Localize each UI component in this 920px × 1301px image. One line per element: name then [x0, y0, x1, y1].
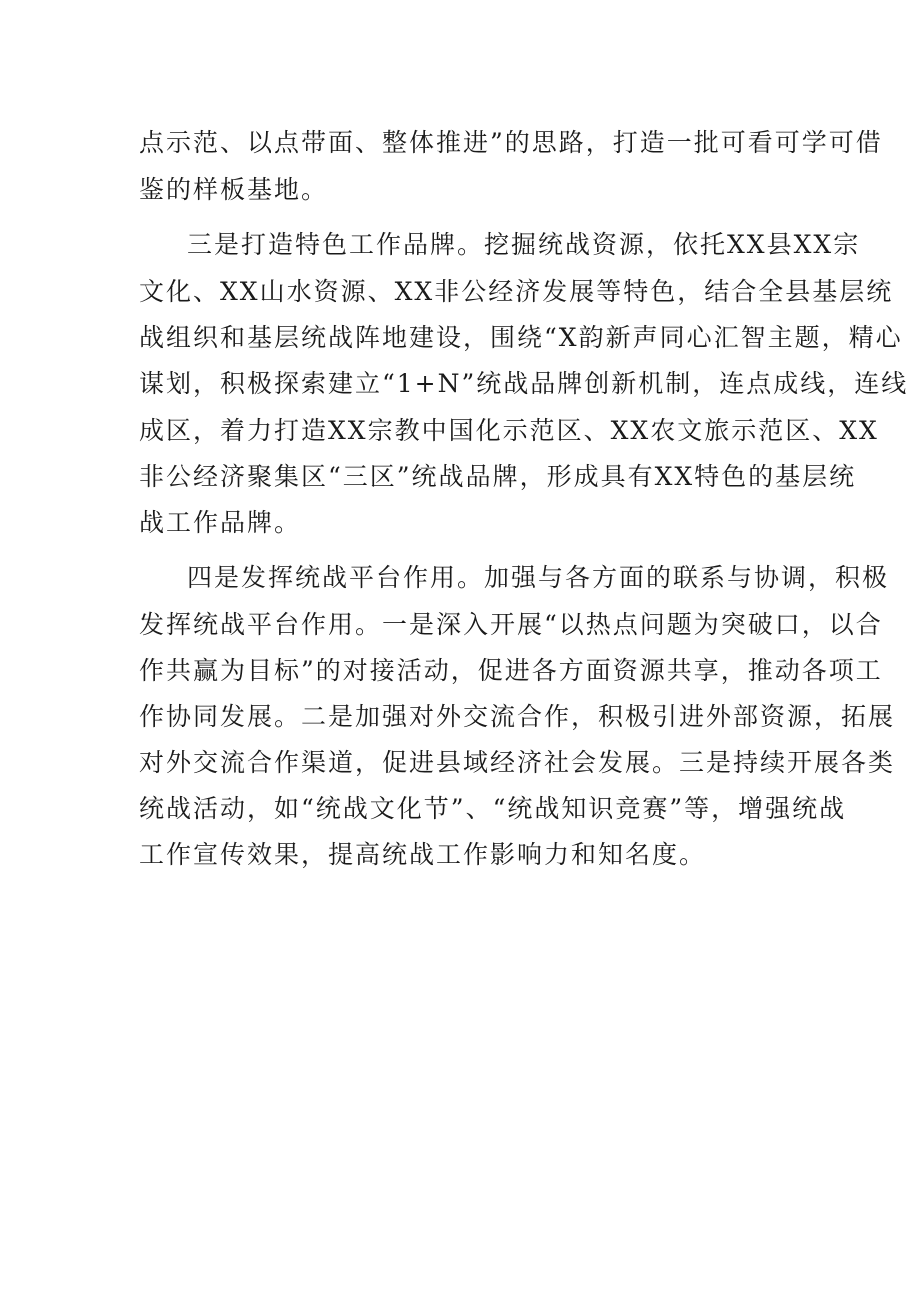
body-line: 点示范、以点带面、整体推进”的思路，打造一批可看可学可借: [139, 128, 883, 157]
body-line: 作协同发展。二是加强对外交流合作，积极引进外部资源，拓展: [139, 702, 896, 731]
body-line: 发挥统战平台作用。一是深入开展“以热点问题为突破口，以合: [139, 610, 883, 639]
body-line: 文化、XX山水资源、XX非公经济发展等特色，结合全县基层统: [139, 277, 894, 306]
body-line: 工作宣传效果，提高统战工作影响力和知名度。: [139, 840, 707, 869]
paragraph-start-line: 四是发挥统战平台作用。加强与各方面的联系与协调，积极: [187, 563, 890, 592]
body-line: 谋划，积极探索建立“1+N”统战品牌创新机制，连点成线，连线: [139, 369, 909, 398]
body-line: 对外交流合作渠道，促进县域经济社会发展。三是持续开展各类: [139, 748, 896, 777]
body-line: 统战活动，如“统战文化节”、“统战知识竞赛”等，增强统战: [139, 794, 847, 823]
body-line: 战组织和基层统战阵地建设，围绕“X韵新声同心汇智主题，精心: [139, 323, 903, 352]
body-line: 非公经济聚集区“三区”统战品牌，形成具有XX特色的基层统: [139, 462, 857, 491]
body-line: 鉴的样板基地。: [139, 175, 329, 204]
body-line: 作共赢为目标”的对接活动，促进各方面资源共享，推动各项工: [139, 656, 883, 685]
paragraph-start-line: 三是打造特色工作品牌。挖掘统战资源，依托XX县XX宗: [187, 230, 861, 259]
body-line: 战工作品牌。: [139, 508, 302, 537]
body-line: 成区，着力打造XX宗教中国化示范区、XX农文旅示范区、XX: [139, 416, 879, 445]
